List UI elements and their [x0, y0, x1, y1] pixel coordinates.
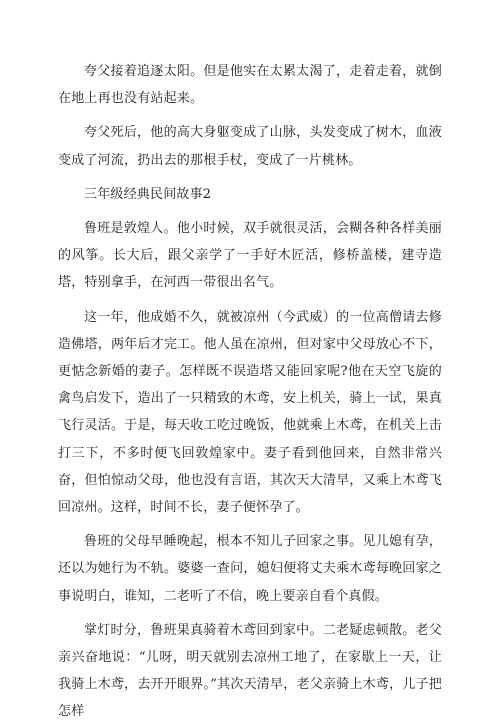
- paragraph-luban-intro: 鲁班是敦煌人。他小时候，双手就很灵活，会糊各种各样美丽的风筝。长大后，跟父亲学了一手好木匠活，修桥盖楼，建寺造塔，特别拿手，在河西一带很出名气。: [58, 221, 442, 291]
- paragraph-kuafu-death: 夸父死后，他的高大身躯变成了山脉，头发变成了树木，血液变成了河流，扔出去的那根手杖，变成了一片桃林。: [58, 125, 442, 168]
- paragraph-luban-wooden-kite: 这一年，他成婚不久，就被凉州（今武威）的一位高僧请去修造佛塔，两年后才完工。他人虽在凉州，但对家中父母放心不下，更惦念新婚的妻子。怎样既不误造塔又能回家呢?他在天空飞旋的禽鸟启发下，造出了一只精致的木鸢，安上机关，骑上一试，果真飞行灵活。于是，每天收工吃过晚饭，他就乘上木鸢，在机关上击打三下，不多时便飞回敦煌家中。妻子看到他回来，自然非常兴奋，但怕惊动父母，他也没有言语，其次天大清早，又乘上木鸢飞回凉州。这样，时间不长，妻子便怀孕了。: [58, 309, 442, 516]
- paragraph-luban-parents: 鲁班的父母早睡晚起，根本不知儿子回家之事。见儿媳有孕，还以为她行为不轨。婆婆一查问，媳妇便将丈夫乘木鸢每晚回家之事说明白，谁知，二老听了不信，晚上要亲自看个真假。: [58, 534, 442, 604]
- paragraph-luban-father: 掌灯时分，鲁班果真骑着木鸢回到家中。二老疑虑顿散。老父亲兴奋地说：“儿呀，明天就别去凉州工地了，在家歇上一天，让我骑上木鸢，去开开眼界。”其次天清早，老父亲骑上木鸢，儿子把怎样: [58, 622, 442, 720]
- story-heading: 三年级经典民间故事2: [84, 186, 212, 202]
- paragraph-kuafu-chase: 夸父接着追逐太阳。但是他实在太累太渴了，走着走着，就倒在地上再也没有站起来。: [58, 64, 442, 107]
